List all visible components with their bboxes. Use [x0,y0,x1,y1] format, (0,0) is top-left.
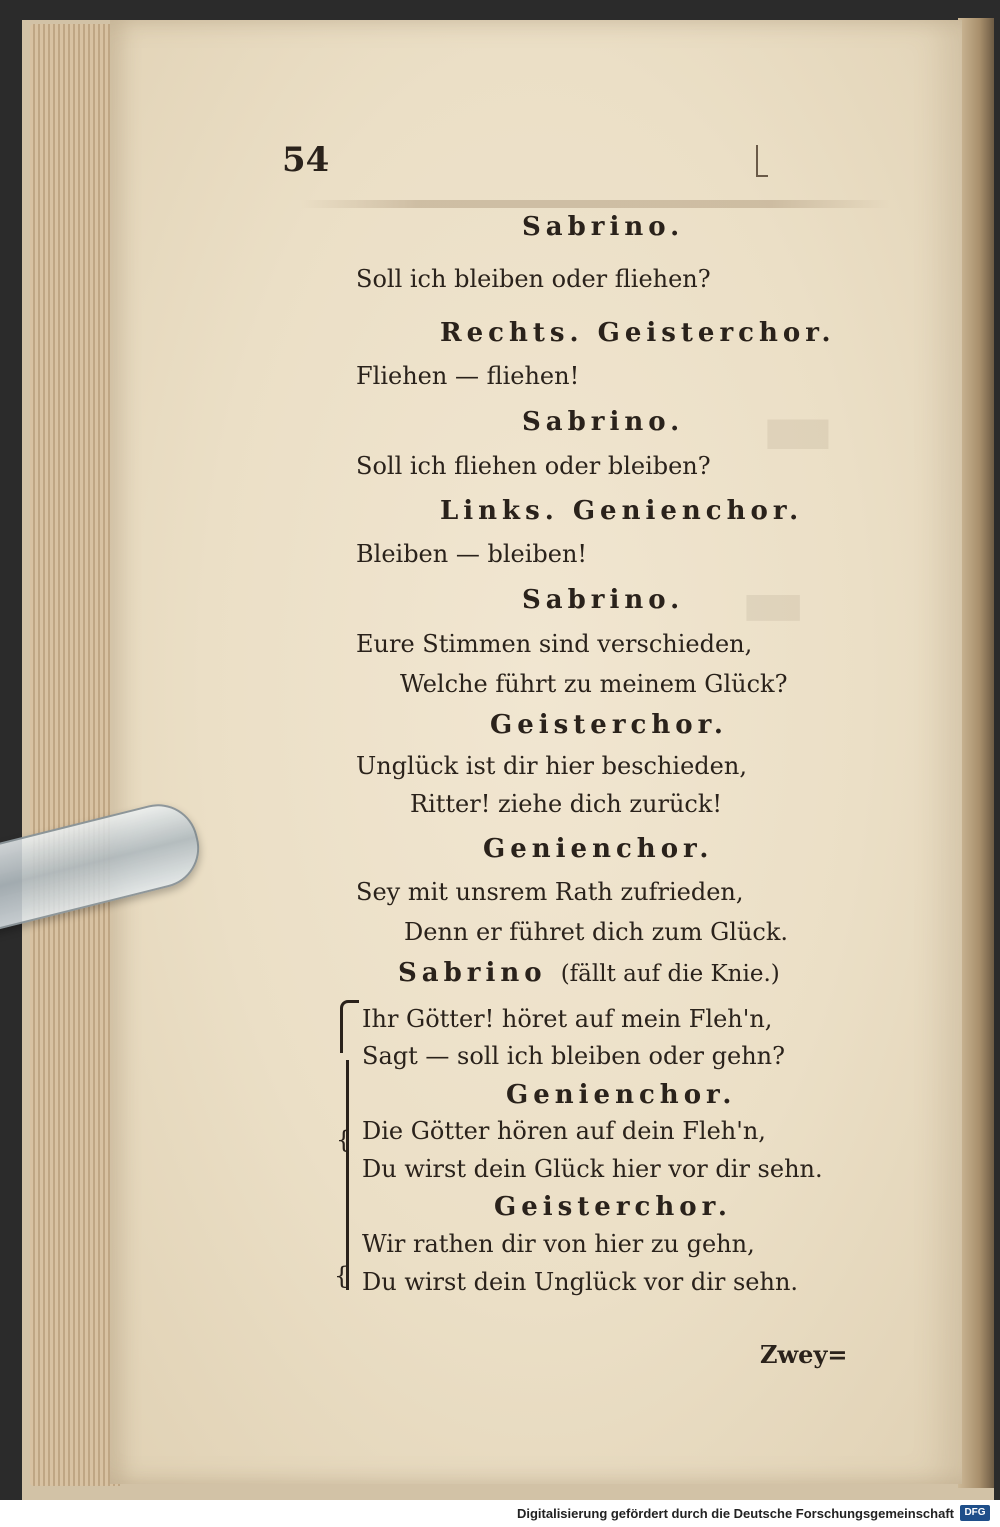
bracket-mark: { [336,1126,352,1154]
verse-line: Welche führt zu meinem Glück? [400,670,788,698]
verse-line: Bleiben — bleiben! [356,540,588,568]
verse-line: Du wirst dein Glück hier vor dir sehn. [362,1155,823,1183]
bracket-mark: { [334,1262,350,1290]
speaker-heading: Sabrino. [522,585,685,615]
speaker-heading: Sabrino. [522,407,685,437]
dfg-logo: DFG [960,1505,990,1521]
digitization-credit: Digitalisierung gefördert durch die Deutsche Forschungsgemeinschaft [516,1506,954,1521]
speaker-name: Sabrino [398,958,547,988]
verse-line: Sey mit unsrem Rath zufrieden, [356,878,744,906]
bracket-mark [346,1060,349,1290]
corner-mark [756,145,758,177]
show-through-blot: ▬ [740,560,807,643]
corner-mark [756,175,768,177]
book-spine-edge [958,18,994,1488]
page-edges [30,24,120,1486]
verse-line: Ritter! ziehe dich zurück! [410,790,723,818]
speaker-heading: Geisterchor. [490,710,728,740]
verse-line: Du wirst dein Unglück vor dir sehn. [362,1268,799,1296]
verse-line: Denn er führet dich zum Glück. [404,918,789,946]
speaker-heading: Genienchor. [483,834,714,864]
verse-line: Sagt — soll ich bleiben oder gehn? [362,1042,785,1070]
speaker-heading: Sabrino. [522,212,685,242]
verse-line: Die Götter hören auf dein Fleh'n, [362,1117,766,1145]
bracket-mark [340,1000,359,1053]
verse-line: Fliehen — fliehen! [356,362,580,390]
header-rule [300,200,890,208]
speaker-heading: Geisterchor. [494,1192,732,1222]
page-number: 54 [282,140,330,180]
verse-line: Soll ich bleiben oder fliehen? [356,265,711,293]
speaker-heading [398,958,780,988]
speaker-heading: Genienchor. [506,1080,737,1110]
verse-line: Unglück ist dir hier beschieden, [356,752,747,780]
verse-line: Ihr Götter! höret auf mein Fleh'n, [362,1005,773,1033]
verse-line: Wir rathen dir von hier zu gehn, [362,1230,755,1258]
stage-direction: (fällt auf die Knie.) [560,961,780,987]
verse-line: Soll ich fliehen oder bleiben? [356,452,711,480]
show-through-blot: ▬ [760,380,836,474]
catchword: Zwey= [760,1340,848,1369]
speaker-heading: Links. Genienchor. [440,496,804,526]
verse-line: Eure Stimmen sind verschieden, [356,630,753,658]
speaker-heading: Rechts. Geisterchor. [440,318,836,348]
